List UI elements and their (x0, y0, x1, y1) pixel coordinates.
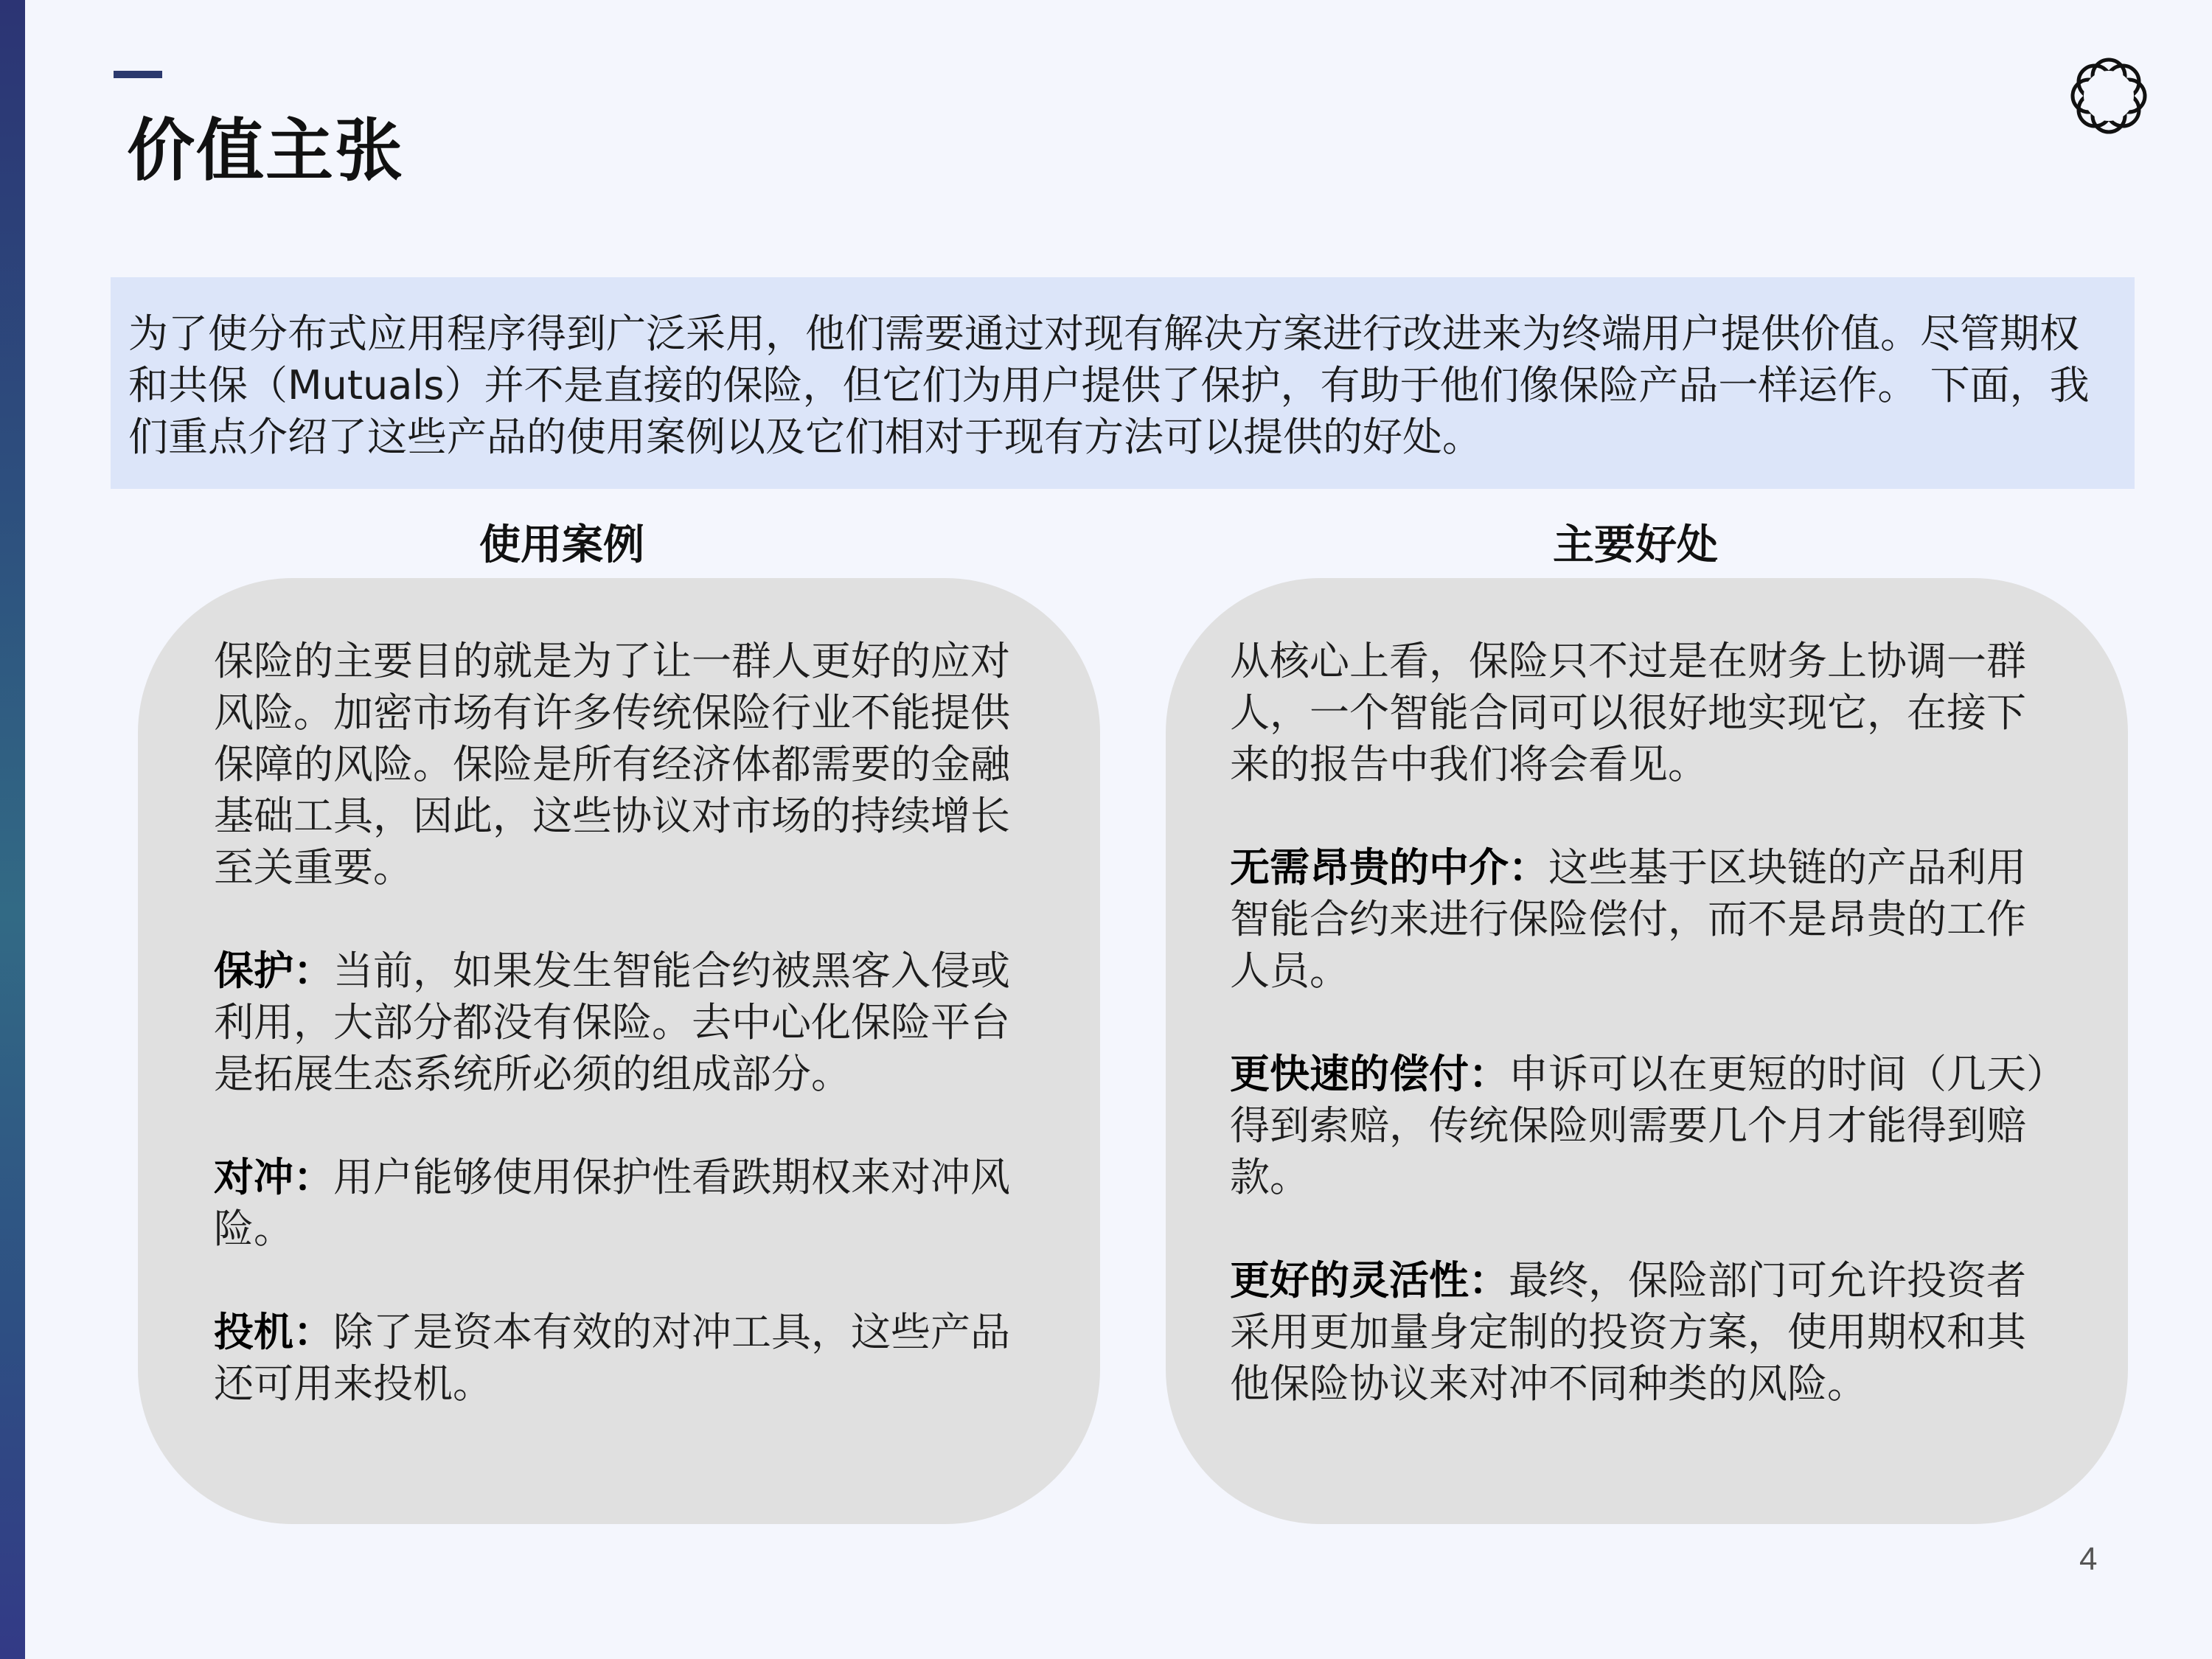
use-cases-card (138, 578, 1100, 1524)
use-cases-intro: 保险的主要目的就是为了让一群人更好的应对风险。加密市场有许多传统保险行业不能提供保障的风险。保险是所有经济体都需要的金融基础工具，因此，这些协议对市场的持续增长至关重要。 (214, 638, 1010, 891)
use-case-term: 投机： (214, 1309, 333, 1355)
use-cases-heading: 使用案例 (479, 521, 644, 569)
flower-logo-icon (2053, 41, 2164, 151)
title-accent-dash (114, 71, 162, 78)
benefits-heading: 主要好处 (1553, 521, 1718, 569)
use-case-term: 对冲： (214, 1154, 333, 1200)
benefits-card (1166, 578, 2128, 1524)
benefit-text: 这些基于区块链的产品利用智能合约来进行保险偿付，而不是昂贵的工作人员。 (1230, 844, 2026, 994)
intro-text: 为了使分布式应用程序得到广泛采用，他们需要通过对现有解决方案进行改进来为终端用户提供价值。尽管期权和共保（Mutuals）并不是直接的保险，但它们为用户提供了保护，有助于他们像保险产品一样运作。 下面，我们重点介绍了这些产品的使用案例以及它们相对于现有方法可以提供的好处。 (128, 310, 2090, 460)
intro-panel (111, 277, 2135, 489)
use-case-text: 用户能够使用保护性看跌期权来对冲风险。 (214, 1154, 1010, 1252)
use-case-item (214, 945, 1034, 1100)
benefit-item (1230, 1255, 2054, 1410)
use-case-item (214, 1152, 1034, 1255)
benefit-term: 更好的灵活性： (1230, 1257, 1509, 1304)
side-accent-bar (0, 0, 25, 1659)
use-case-text: 当前，如果发生智能合约被黑客入侵或利用，大部分都没有保险。去中心化保险平台是拓展生态系统所必须的组成部分。 (214, 947, 1010, 1097)
benefit-term: 无需昂贵的中介： (1230, 844, 1548, 891)
benefit-item (1230, 1048, 2054, 1203)
use-case-text: 除了是资本有效的对冲工具，这些产品还可用来投机。 (214, 1309, 1010, 1407)
page-number: 4 (2079, 1541, 2098, 1577)
benefit-term: 更快速的偿付： (1230, 1051, 1509, 1097)
use-case-term: 保护： (214, 947, 333, 994)
use-case-item (214, 1307, 1034, 1410)
slide-title: 价值主张 (127, 111, 405, 190)
benefit-item (1230, 842, 2054, 997)
benefit-text: 申诉可以在更短的时间（几天）得到索赔，传统保险则需要几个月才能得到赔款。 (1230, 1051, 2046, 1200)
benefits-intro: 从核心上看，保险只不过是在财务上协调一群人，一个智能合同可以很好地实现它，在接下来的报告中我们将会看见。 (1230, 638, 2026, 787)
benefit-text: 最终，保险部门可允许投资者采用更加量身定制的投资方案，使用期权和其他保险协议来对冲不同种类的风险。 (1230, 1257, 2026, 1407)
